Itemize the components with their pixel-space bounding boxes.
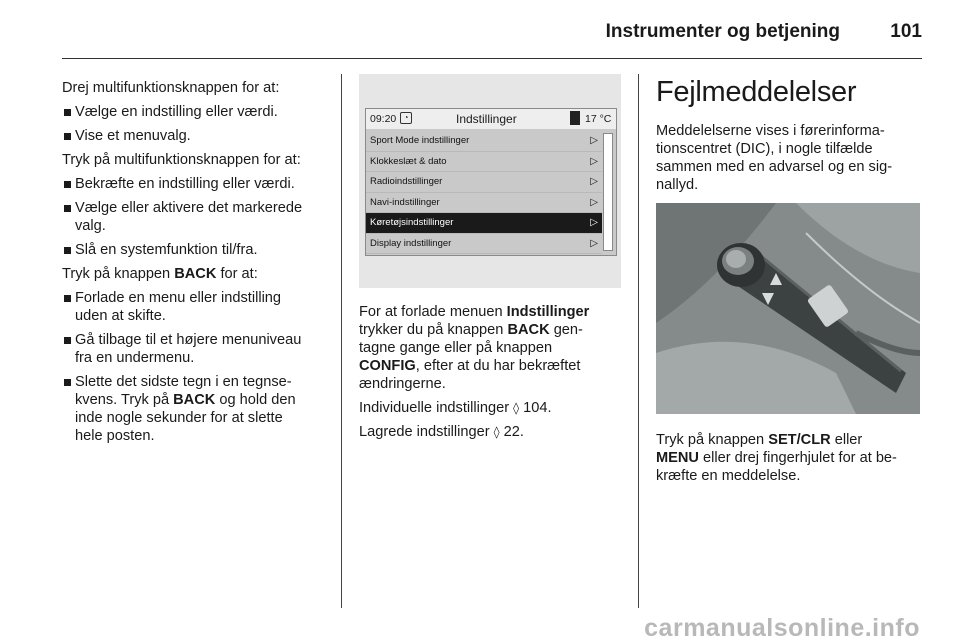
screen-title: Indstillinger [456,112,517,126]
control-stalk-photo [656,203,920,414]
list-item: Slå en systemfunktion til/fra. [62,241,330,259]
column-1 [62,79,330,451]
paragraph: Tryk på knappen SET/CLR eller MENU eller drej fingerhjulet for at be- kræfte en meddelelse. [656,432,897,484]
screen-time: 09:20 [370,113,397,125]
list-item: Forlade en menu eller indstilling uden at skifte. [62,289,330,325]
paragraph: Meddelelserne vises i førerinforma- tionscentret (DIC), i nogle tilfælde sammen med en advarsel og en sig- nallyd. [656,123,893,193]
screen-menu-list [366,131,602,254]
chevron-right-icon: ▷ [590,237,598,249]
bullet-icon [64,133,71,140]
bullet-icon [64,295,71,302]
menu-item: Display indstillinger ▷ [366,234,602,255]
menu-item: Navi-indstillinger ▷ [366,193,602,214]
clock-icon: ◔ [400,112,412,124]
cross-reference: Lagrede indstillinger ◊ 22. [359,424,524,440]
menu-item: Klokkeslæt & dato ▷ [366,152,602,173]
list-item: Vælge en indstilling eller værdi. [62,103,330,121]
header-title: Instrumenter og betjening [605,21,840,42]
chevron-right-icon: ▷ [590,155,598,167]
paragraph: For at forlade menuen Indstillinger trykker du på knappen BACK gen- tagne gange eller på knappen CONFIG, efter at du har bekræftet ændringerne. [359,304,590,392]
chevron-right-icon: ▷ [590,217,598,228]
bullet-icon [64,109,71,116]
screen-status-bar [366,109,616,129]
paragraph: Tryk på knappen BACK for at: [62,266,258,282]
screen-temperature: 17 °C [585,113,612,125]
list-item: Slette det sidste tegn i en tegnse- kvens. Tryk på BACK og hold den inde nogle sekunder for at slette hele posten. [62,373,330,445]
menu-item: Sport Mode indstillinger ▷ [366,131,602,152]
menu-item: Radioindstillinger ▷ [366,172,602,193]
stalk-illustration [656,203,920,414]
reference-icon: ◊ [493,425,500,439]
bullet-icon [64,379,71,386]
bullet-icon [64,337,71,344]
list-item: Bekræfte en indstilling eller værdi. [62,175,330,193]
bullet-icon [64,181,71,188]
section-heading: Fejlmeddelelser [656,76,857,108]
menu-item-selected: Køretøjsindstillinger ▷ [366,213,602,234]
chevron-right-icon: ▷ [590,135,598,146]
cross-reference: Individuelle indstillinger ◊ 104. [359,400,552,416]
chevron-right-icon: ▷ [590,176,598,187]
bullet-icon [64,247,71,254]
thermometer-icon [570,111,580,125]
watermark: carmanualsonline.info [644,614,920,642]
chevron-right-icon: ▷ [590,196,598,208]
list-item: Vise et menuvalg. [62,127,330,145]
column-divider-2 [638,74,639,608]
screen-scrollbar [603,133,613,251]
paragraph: Drej multifunktionsknappen for at: [62,80,280,96]
bullet-icon [64,205,71,212]
column-3-lower [656,431,924,491]
infotainment-screen [365,108,617,256]
header-rule [62,58,922,59]
reference-icon: ◊ [513,401,520,415]
list-item: Gå tilbage til et højere menuniveau fra en undermenu. [62,331,330,367]
settings-screen-figure [359,74,621,288]
page-number: 101 [890,21,922,42]
column-3 [656,122,924,200]
column-divider-1 [341,74,342,608]
list-item: Vælge eller aktivere det markerede valg. [62,199,330,235]
paragraph: Tryk på multifunktionsknappen for at: [62,152,301,168]
column-2 [359,303,615,447]
